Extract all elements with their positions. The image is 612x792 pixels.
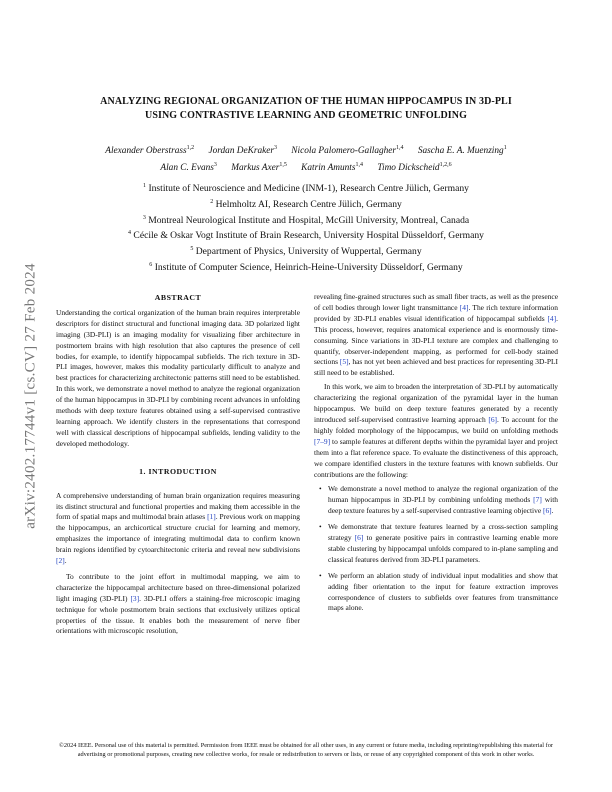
text-run: , has not yet been achieved and best practices for representing 3D-PLI still need to be established. — [314, 357, 558, 378]
citation-link[interactable]: [5] — [339, 357, 349, 367]
author: Alexander Oberstrass$^{1,2}$ — [105, 145, 195, 157]
text-run: A comprehensive understanding of human brain organization requires measuring its distinct structural and functional properties and making them accessible in the form of spatial maps and multimodal brain atlases — [56, 490, 300, 522]
contribution-item — [328, 484, 558, 517]
contribution-item — [328, 571, 558, 615]
citation-link[interactable]: [6] — [488, 414, 498, 424]
author: Timo Dickscheid$^{1,2,6}$ — [377, 162, 452, 174]
right-column — [314, 292, 558, 619]
contribution-item — [328, 522, 558, 566]
paper-title — [58, 95, 554, 122]
text-run: We perform an ablation study of individual input modalities and show that adding fiber orientation to the input for feature extraction improves correspondence of clusters to subfields over features from transmittance maps alone. — [328, 570, 558, 613]
citation-link[interactable]: [7–9] — [314, 436, 331, 446]
affiliation: $^6$ Institute of Computer Science, Heinrich-Heine-University Düsseldorf, Germany — [149, 261, 463, 274]
citation-link[interactable]: [1] — [207, 512, 216, 522]
text-run: We demonstrate a novel method to analyze the regional organization of the human hippocampus in 3D-PLI by combining unfolding methods — [328, 484, 558, 505]
affiliation-list — [58, 180, 554, 275]
affiliation: $^5$ Department of Physics, University of Wuppertal, Germany — [190, 246, 422, 258]
citation-link[interactable]: [4] — [459, 302, 469, 312]
citation-link[interactable]: [6] — [354, 533, 364, 543]
author: Katrin Amunts$^{1,4}$ — [301, 162, 363, 174]
text-run: . — [64, 556, 67, 566]
affiliation: $^1$ Institute of Neuroscience and Medicine (INM-1), Research Centre Jülich, Germany — [143, 183, 469, 195]
title-line-1: ANALYZING REGIONAL ORGANIZATION OF THE HUMAN HIPPOCAMPUS IN 3D-PLI — [100, 96, 512, 107]
abstract-heading: ABSTRACT — [154, 293, 202, 302]
citation-link[interactable]: [4] — [547, 313, 557, 323]
author-row-1 — [58, 141, 554, 158]
text-run: revealing fine-grained structures such as small fiber tracts, as well as the presence of cell bodies through lower light transmittance — [314, 292, 558, 312]
text-run: In this work, we aim to broaden the interpretation of 3D-PLI by automatically characterizing the regional organization of the pyramidal layer in the human hippocampus. We build on deep texture features generated by a recently introduced self-supervised contrastive learning approach — [314, 382, 558, 424]
text-run: . The rich texture information provided by 3D-PLI enables visual identification of hippocampal subfields — [314, 302, 558, 323]
author: Markus Axer$^{1,5}$ — [231, 162, 287, 174]
title-line-2: USING CONTRASTIVE LEARNING AND GEOMETRIC UNFOLDING — [145, 109, 467, 121]
arxiv-stamp-text: arXiv:2402.17744v1 [cs.CV] 27 Feb 2024 — [22, 263, 39, 529]
citation-link[interactable]: [3] — [130, 593, 140, 603]
right-paragraph-1 — [314, 292, 558, 379]
author-list — [58, 141, 554, 175]
text-run: We demonstrate that texture features learned by a cross-section sampling strategy — [328, 522, 558, 543]
text-run: . Previous work on mapping the hippocampus, an archicortical structure crucial for learning and memory, emphasizes the importance of integrating multimodal data to confirm known brain regions identified by cytoarchitectonic criteria and reveal new subdivisions — [56, 512, 300, 555]
text-run: . — [551, 506, 554, 516]
author: Jordan DeKraker$^3$ — [208, 145, 277, 157]
intro-paragraph-1 — [56, 491, 300, 567]
text-run: with deep texture features by a self-supervised contrastive learning objective — [328, 495, 558, 516]
text-run: to sample features at different depths within the pyramidal layer and project them into a flat reference space. To evaluate the distinctiveness of this approach, we compare identified clusters in the texture features with known subfields. Our contributions are the following: — [314, 436, 558, 479]
abstract-text: Understanding the cortical organization of the human brain requires interpretable descriptors for distinct structural and functional imaging data. 3D polarized light imaging (3D-PLI) is an imaging modality for visualizing fiber architecture in postmortem brains with high resolution that also captures the presence of cell bodies, for example, to identify hippocampal subfields. The rich texture in 3D-PLI images, however, makes this modality particularly difficult to analyze and best practices for characterizing architectonic patterns still need to be established. In this work, we demonstrate a novel method to analyze the regional organization of the human hippocampus in 3D-PLI by combining recent advances in unfolding methods with deep texture features obtained using a self-supervised contrastive learning approach. We identify clusters in the representations that correspond well with classical descriptions of hippocampal subfields, lending validity to the developed methodology. — [56, 307, 300, 448]
author: Alan C. Evans$^3$ — [160, 162, 217, 174]
introduction-heading: 1. INTRODUCTION — [139, 466, 217, 476]
citation-link[interactable]: [2] — [56, 556, 65, 566]
author: Nicola Palomero-Gallagher$^{1,4}$ — [291, 145, 404, 157]
arxiv-stamp — [14, 208, 48, 584]
copyright-footer: ©2024 IEEE. Personal use of this material is permitted. Permission from IEEE must be obtained for all other uses, in any current or future media, including reprinting/republishing this material for advertising or promotional purposes, creating new collective works, for resale or redistribution to servers or lists, or reuse of any copyrighted component of this work in other works. — [59, 742, 553, 759]
text-run: . This process, however, requires anatomical experience and is enormously time-consuming. Since variations in 3D-PLI texture are complex and challenging to quantify, observer-independent mapping, as performed for cell-body stained sections — [314, 313, 558, 367]
author-row-2 — [58, 158, 554, 175]
citation-link[interactable]: [6] — [542, 506, 552, 516]
text-run: . To account for the highly folded morphology of the hippocampus, we build on unfolding methods — [314, 414, 558, 435]
affiliation: $^2$ Helmholtz AI, Research Centre Jülich, Germany — [210, 198, 402, 210]
author: Sascha E. A. Muenzing$^1$ — [417, 145, 507, 157]
text-run: to generate positive pairs in contrastive learning enable more stable clustering by hippocampal unfolds compared to in-plane sampling and classical features derived from 3D-PLI parameters. — [328, 533, 559, 564]
citation-link[interactable]: [7] — [533, 495, 542, 505]
right-paragraph-2 — [314, 382, 558, 480]
affiliation: $^3$ Montreal Neurological Institute and Hospital, McGill University, Montreal, Canada — [142, 214, 470, 226]
text-run: . 3D-PLI offers a staining-free microscopic imaging technique for whole postmortem brain sections that exclusively utilizes optical properties of the tissue. It enables both the measurement of nerve fiber orientations with microscopic resolution, — [56, 593, 300, 636]
text-run: To contribute to the joint effort in multimodal mapping, we aim to characterize the hippocampal architecture based on three-dimensional polarized light imaging (3D-PLI) — [56, 571, 300, 603]
contribution-list — [314, 484, 558, 614]
intro-paragraph-2 — [56, 572, 300, 637]
affiliation: $^4$ Cécile & Oskar Vogt Institute of Brain Research, University Hospital Düsseldorf, Germany — [128, 230, 484, 242]
left-column — [56, 293, 300, 637]
